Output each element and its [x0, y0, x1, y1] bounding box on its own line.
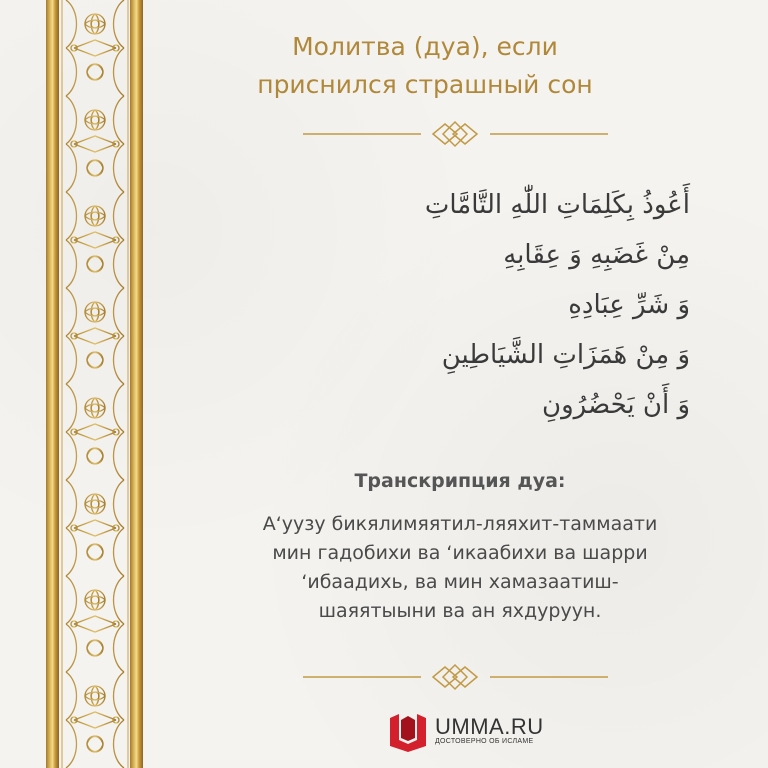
transcription-line: мин гадобихи ва ‘икаабихи ва шарри	[272, 542, 648, 564]
transcription-line: шаяятыыни ва ан яхдуруун.	[318, 600, 602, 622]
gold-bar-right	[130, 0, 143, 768]
transcription-line: А‘уузу бикялимяятил-ляяхит-таммаати	[262, 513, 658, 535]
transcription-text	[190, 510, 730, 626]
logo-name: UMMA.RU	[435, 714, 544, 739]
page-title: Молитва (дуа), если приснился страшный сон	[257, 32, 593, 99]
transcription-line: ‘ибаадихь, ва мин хамазаатиш-	[301, 571, 619, 593]
arabic-line: أَعُوذُ بِكَلِمَاتِ اللّٰهِ التَّامَّاتِ	[424, 190, 690, 220]
gold-bar-left	[46, 0, 59, 768]
arabic-line: مِنْ غَضَبِهِ وَ عِقَابِهِ	[503, 240, 690, 270]
ornamental-divider-bottom	[303, 662, 608, 692]
arabic-line: وَ مِنْ هَمَزَاتِ الشَّيَاطِينِ	[441, 340, 690, 370]
ornamental-border	[46, 0, 146, 768]
arabic-line: وَ أَنْ يَحْضُرُونِ	[542, 390, 690, 420]
arabic-line: وَ شَرِّ عِبَادِهِ	[568, 290, 690, 320]
logo-tagline: ДОСТОВЕРНО ОБ ИСЛАМЕ	[435, 738, 534, 745]
ornamental-divider-top	[303, 119, 608, 149]
umma-logo[interactable]	[387, 710, 557, 752]
floral-ornament	[60, 0, 130, 768]
arabic-prayer-text	[250, 180, 690, 430]
transcription-heading: Транскрипция дуа:	[354, 470, 566, 492]
logo-mark-icon	[387, 710, 429, 752]
